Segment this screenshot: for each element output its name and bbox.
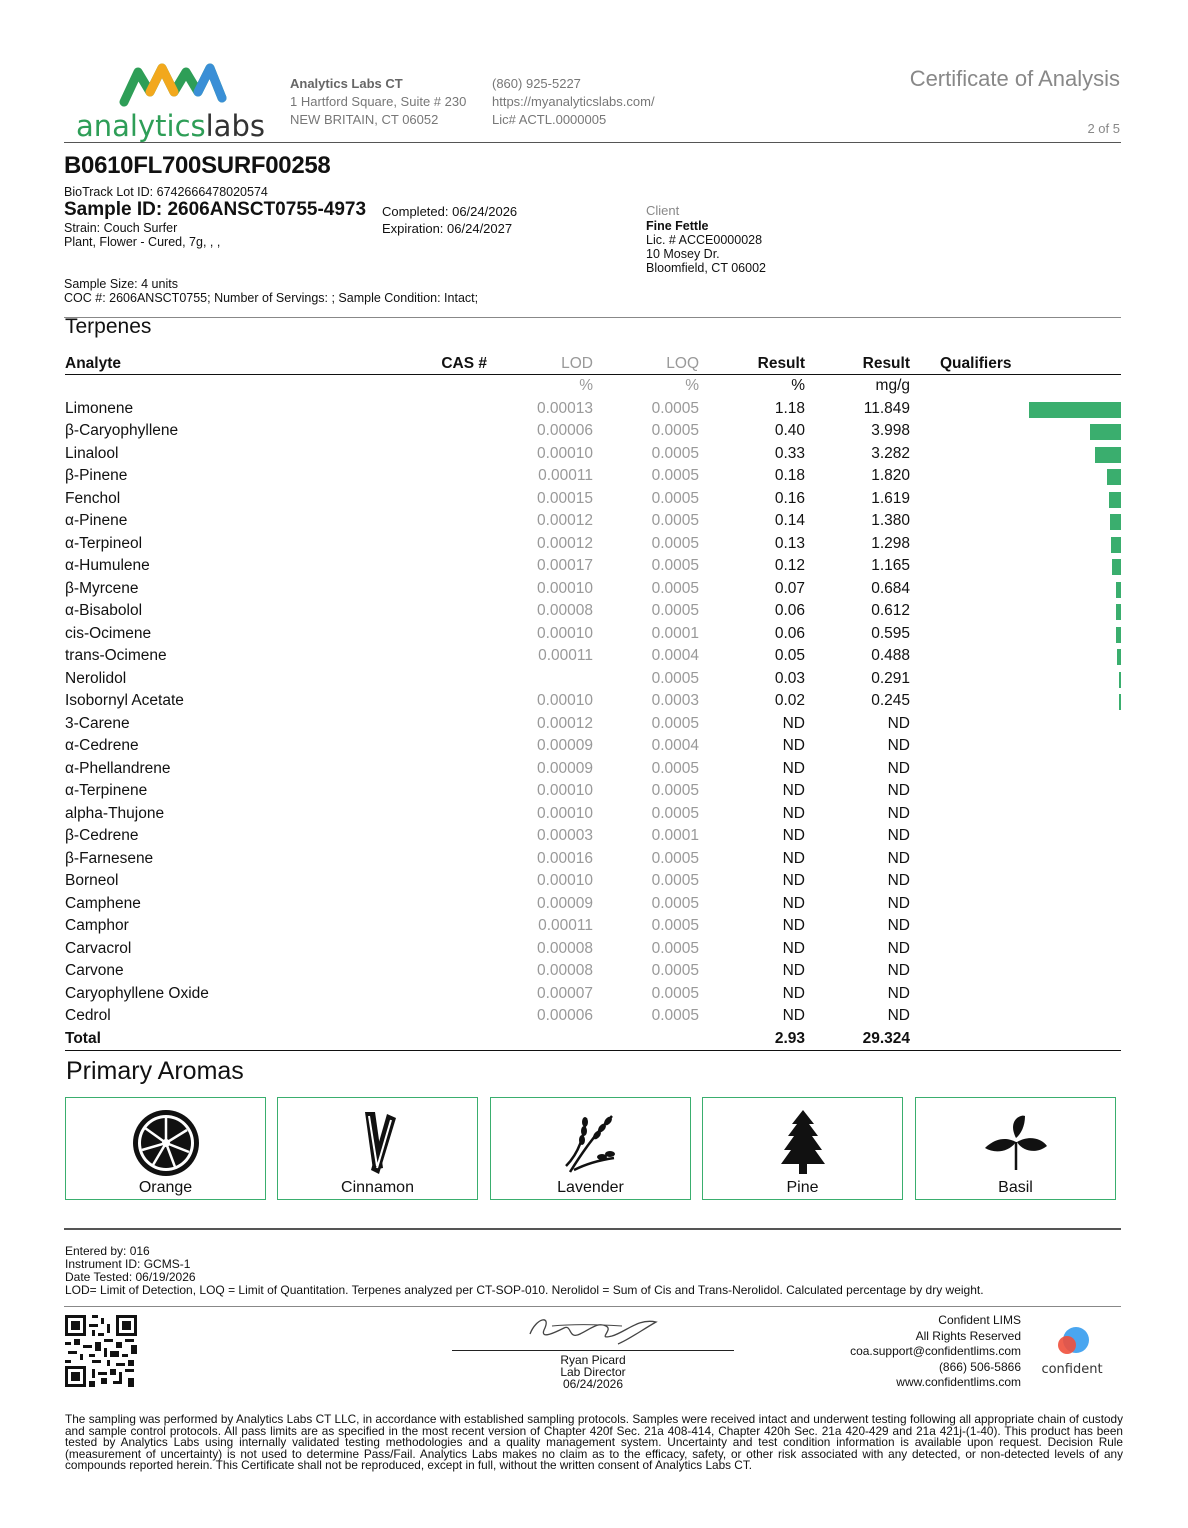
- analyte-name: α-Pinene: [65, 512, 128, 529]
- document-title: Certificate of Analysis: [909, 66, 1120, 91]
- units-row: [65, 375, 1121, 398]
- lod-value: 0.00013: [536, 399, 593, 417]
- batch-id: B0610FL700SURF00258: [64, 152, 331, 179]
- table-row: [65, 938, 1121, 961]
- table-row: [65, 735, 1121, 758]
- entered-by: Entered by: 016: [65, 1244, 150, 1258]
- table-row: [65, 555, 1121, 578]
- result-pct: ND: [782, 737, 805, 754]
- result-mg: 0.612: [871, 602, 910, 619]
- table-row: [65, 398, 1121, 421]
- signature-image: [522, 1310, 662, 1348]
- result-mg: 11.849: [863, 399, 910, 417]
- lod-value: 0.00015: [536, 489, 593, 507]
- result-pct: 0.06: [774, 602, 805, 619]
- analyte-name: α-Bisabolol: [65, 602, 143, 619]
- lod-value: 0.00010: [536, 804, 593, 822]
- lod-value: 0.00012: [536, 714, 593, 732]
- lod-value: 0.00008: [536, 962, 593, 979]
- table-row: [65, 600, 1121, 623]
- table-row: [65, 623, 1121, 646]
- result-mg: ND: [887, 1007, 910, 1024]
- svg-text:confident: confident: [1041, 1362, 1103, 1377]
- table-row: [65, 825, 1121, 848]
- table-row: [65, 420, 1121, 443]
- lab-address-2: NEW BRITAIN, CT 06052: [290, 112, 439, 127]
- client-address-2: Bloomfield, CT 06002: [646, 261, 766, 275]
- sample-dates: [382, 203, 517, 237]
- loq-value: 0.0005: [651, 489, 699, 507]
- aroma-name: Pine: [786, 1179, 819, 1196]
- result-pct: 0.40: [774, 422, 805, 439]
- table-row: [65, 1005, 1121, 1028]
- result-bar: [1116, 582, 1121, 598]
- lims-phone: (866) 506-5866: [938, 1359, 1021, 1374]
- result-bar: [1110, 514, 1121, 530]
- lims-name: Confident LIMS: [938, 1313, 1021, 1327]
- table-row: [65, 780, 1121, 803]
- terpenes-table: [65, 354, 1121, 1051]
- loq-value: 0.0005: [651, 602, 699, 619]
- completed-date: Completed: 06/24/2026: [382, 204, 518, 219]
- lod-value: 0.00017: [536, 557, 593, 574]
- total-pct: 2.93: [774, 1029, 805, 1047]
- loq-value: 0.0001: [651, 624, 699, 642]
- aroma-name: Orange: [138, 1179, 193, 1196]
- table-row: [65, 578, 1121, 601]
- lod-value: 0.00010: [536, 692, 593, 709]
- lod-value: 0.00010: [536, 624, 593, 642]
- total-mg: 29.324: [862, 1029, 910, 1047]
- analyte-name: α-Cedrene: [65, 737, 139, 754]
- result-pct: ND: [782, 782, 805, 799]
- analyte-name: cis-Ocimene: [65, 624, 152, 642]
- table-row: [65, 893, 1121, 916]
- result-pct: 0.05: [774, 647, 805, 664]
- total-label: Total: [65, 1029, 101, 1047]
- analyte-name: α-Phellandrene: [65, 759, 171, 777]
- unit-lod: %: [579, 377, 593, 394]
- loq-value: 0.0005: [651, 984, 699, 1002]
- result-mg: ND: [887, 782, 910, 799]
- client-license: Lic. # ACCE0000028: [646, 233, 763, 247]
- qr-code[interactable]: [65, 1315, 137, 1387]
- aromas-title: Primary Aromas: [66, 1057, 244, 1085]
- client-info: [646, 203, 766, 275]
- analyte-name: β-Caryophyllene: [65, 422, 179, 439]
- result-mg: ND: [887, 894, 910, 912]
- signer-name: Ryan Picard: [560, 1353, 626, 1367]
- lod-value: 0.00007: [536, 984, 593, 1002]
- analyte-name: Nerolidol: [65, 669, 127, 687]
- loq-value: 0.0005: [651, 512, 699, 529]
- result-mg: ND: [887, 827, 910, 844]
- result-pct: ND: [782, 939, 805, 957]
- lod-value: 0.00008: [536, 602, 593, 619]
- legend-note: LOD= Limit of Detection, LOQ = Limit of Quantitation. Terpenes analyzed per CT-SOP-010. Nerolidol = Sum of Cis and Trans-Nerolidol. Calculated percentage by dry weight.: [65, 1283, 984, 1297]
- result-mg: ND: [887, 984, 910, 1002]
- lab-address-1: 1 Hartford Square, Suite # 230: [290, 94, 467, 109]
- expiration-date: Expiration: 06/24/2027: [382, 221, 513, 236]
- result-pct: ND: [782, 1007, 805, 1024]
- col-qualifiers: Qualifiers: [940, 355, 1012, 372]
- result-mg: 3.282: [871, 444, 910, 462]
- result-mg: ND: [887, 737, 910, 754]
- table-row: [65, 960, 1121, 983]
- lod-value: 0.00008: [536, 939, 593, 957]
- table-row: [65, 803, 1121, 826]
- lod-value: 0.00016: [536, 849, 593, 867]
- analyte-name: Fenchol: [65, 489, 121, 507]
- loq-value: 0.0005: [651, 782, 699, 799]
- table-row: [65, 465, 1121, 488]
- loq-value: 0.0005: [651, 894, 699, 912]
- aroma-card: [915, 1097, 1116, 1200]
- result-bar: [1116, 604, 1121, 620]
- lod-value: 0.00010: [536, 444, 593, 462]
- result-mg: 1.820: [871, 467, 910, 484]
- table-row: [65, 983, 1121, 1006]
- col-cas: CAS #: [441, 355, 487, 372]
- aroma-card: [65, 1097, 266, 1200]
- result-mg: 1.380: [871, 512, 910, 529]
- loq-value: 0.0005: [651, 557, 699, 574]
- lod-value: 0.00006: [536, 422, 593, 439]
- analyte-name: Camphor: [65, 917, 129, 934]
- test-notes: [65, 1245, 984, 1297]
- lims-email[interactable]: coa.support@confidentlims.com: [850, 1344, 1021, 1358]
- result-pct: 0.33: [774, 444, 805, 462]
- result-pct: ND: [782, 804, 805, 822]
- analyte-name: α-Terpinene: [65, 782, 148, 799]
- lab-url[interactable]: https://myanalyticslabs.com/: [492, 94, 655, 109]
- lod-value: 0.00006: [536, 1007, 593, 1024]
- loq-value: 0.0005: [651, 962, 699, 979]
- result-bar: [1029, 402, 1121, 418]
- lod-value: 0.00010: [536, 579, 593, 597]
- confident-logo: [1038, 1325, 1106, 1379]
- result-pct: ND: [782, 962, 805, 979]
- result-pct: 0.12: [774, 557, 805, 574]
- result-pct: ND: [782, 714, 805, 732]
- result-bar: [1090, 424, 1121, 440]
- result-pct: ND: [782, 894, 805, 912]
- loq-value: 0.0005: [651, 579, 699, 597]
- result-pct: ND: [782, 917, 805, 934]
- result-mg: ND: [887, 804, 910, 822]
- result-pct: 0.07: [774, 579, 805, 597]
- result-pct: 0.02: [774, 692, 805, 709]
- lab-phone: (860) 925-5227: [492, 76, 581, 91]
- aroma-name: Lavender: [557, 1179, 624, 1196]
- analyte-name: Isobornyl Acetate: [65, 692, 184, 709]
- result-bar: [1119, 694, 1121, 710]
- aroma-name: Basil: [998, 1179, 1033, 1196]
- result-bar: [1112, 559, 1121, 575]
- analyte-name: Caryophyllene Oxide: [65, 984, 209, 1002]
- result-mg: 1.619: [871, 489, 910, 507]
- analyte-name: α-Terpineol: [65, 534, 143, 552]
- lod-value: 0.00012: [536, 512, 593, 529]
- client-address-1: 10 Mosey Dr.: [646, 247, 720, 261]
- analyte-name: trans-Ocimene: [65, 647, 167, 664]
- col-result-mg: Result: [862, 355, 910, 372]
- loq-value: 0.0005: [651, 399, 699, 417]
- analyte-name: β-Myrcene: [65, 579, 139, 597]
- result-mg: 0.291: [871, 669, 910, 687]
- lab-info: [290, 75, 466, 129]
- aroma-card: [277, 1097, 478, 1200]
- result-mg: ND: [887, 917, 910, 934]
- loq-value: 0.0005: [651, 872, 699, 889]
- loq-value: 0.0005: [651, 669, 699, 687]
- loq-value: 0.0005: [651, 534, 699, 552]
- terpenes-title: Terpenes: [65, 315, 152, 338]
- result-mg: 0.595: [871, 624, 910, 642]
- result-bar: [1117, 649, 1121, 665]
- table-row: [65, 668, 1121, 691]
- loq-value: 0.0005: [651, 422, 699, 439]
- loq-value: 0.0005: [651, 917, 699, 934]
- logo-wordmark: analyticslabs: [76, 109, 265, 143]
- table-row: [65, 443, 1121, 466]
- loq-value: 0.0005: [651, 849, 699, 867]
- loq-value: 0.0005: [651, 444, 699, 462]
- table-row: [65, 848, 1121, 871]
- result-pct: 0.18: [774, 467, 805, 484]
- loq-value: 0.0005: [651, 759, 699, 777]
- notes-divider: [64, 1306, 1121, 1307]
- analyte-name: Carvacrol: [65, 939, 132, 957]
- col-result-pct: Result: [757, 355, 805, 372]
- loq-value: 0.0005: [651, 804, 699, 822]
- lab-name: Analytics Labs CT: [290, 76, 403, 91]
- result-mg: 1.298: [871, 534, 910, 552]
- analyte-name: β-Farnesene: [65, 849, 154, 867]
- lims-info: [850, 1313, 1021, 1391]
- result-bar: [1119, 672, 1121, 688]
- loq-value: 0.0005: [651, 467, 699, 484]
- analyte-name: Cedrol: [65, 1007, 111, 1024]
- sample-info: [64, 185, 366, 249]
- loq-value: 0.0005: [651, 1007, 699, 1024]
- unit-loq: %: [685, 377, 699, 394]
- client-name: Fine Fettle: [646, 219, 709, 233]
- unit-result-mg: mg/g: [875, 377, 910, 394]
- analyte-name: Carvone: [65, 962, 124, 979]
- biotrack-lot-id: BioTrack Lot ID: 6742666478020574: [64, 185, 268, 199]
- sample-size-info: [64, 277, 478, 305]
- lab-license: Lic# ACTL.0000005: [492, 112, 607, 127]
- table-row: [65, 690, 1121, 713]
- result-mg: ND: [887, 714, 910, 732]
- loq-value: 0.0005: [651, 714, 699, 732]
- loq-value: 0.0005: [651, 939, 699, 957]
- result-pct: 0.06: [774, 624, 805, 642]
- result-mg: ND: [887, 872, 910, 889]
- analyte-name: β-Pinene: [65, 467, 128, 484]
- lod-value: 0.00009: [536, 759, 593, 777]
- result-mg: ND: [887, 849, 910, 867]
- lims-rights: All Rights Reserved: [915, 1328, 1021, 1343]
- unit-result-pct: %: [791, 377, 805, 394]
- lod-value: 0.00010: [536, 872, 593, 889]
- result-mg: 0.684: [871, 579, 910, 597]
- lod-value: 0.00012: [536, 534, 593, 552]
- client-label: Client: [646, 203, 680, 218]
- result-pct: ND: [782, 849, 805, 867]
- aroma-name: Cinnamon: [341, 1179, 414, 1196]
- analyte-name: Limonene: [65, 399, 134, 417]
- terpene-rows: [65, 398, 1121, 1028]
- instrument-id: Instrument ID: GCMS-1: [65, 1257, 191, 1271]
- loq-value: 0.0001: [651, 827, 699, 844]
- result-bar: [1095, 447, 1121, 463]
- disclaimer: The sampling was performed by Analytics Labs CT LLC, in accordance with established sampling protocols. Samples were received intact and underwent testing following all appropriate chain of custody and sample control protocols. All pass limits are as specified in the most recent version of Chapter 420f Sec. 21a 408-414, Chapter 420h Sec. 21a 420-429 and 21a 421j-(1-40). This product has been tested by Analytics Labs using internally validated testing methodologies and a quality management system. Uncertainty and test condition information is available upon request. Decision Rule (measurement of uncertainty) is not used to determine Pass/Fail. Analytics Labs makes no claim as to the efficacy, safety, or other risk associated with any detected, or non-detected levels of any compounds reported herein. This Certificate shall not be reproduced, except in full, without the written consent of Analytics Labs CT.: [65, 1412, 1123, 1472]
- header-divider: [64, 142, 1121, 143]
- result-mg: ND: [887, 962, 910, 979]
- analyte-name: Linalool: [65, 444, 119, 462]
- lod-value: 0.00009: [536, 737, 593, 754]
- analyte-name: alpha-Thujone: [65, 804, 165, 822]
- total-row: [65, 1028, 1121, 1052]
- lab-contact: [492, 75, 655, 129]
- result-mg: ND: [887, 759, 910, 777]
- result-pct: 0.16: [774, 489, 805, 507]
- analyte-name: Camphene: [65, 894, 141, 912]
- date-tested: Date Tested: 06/19/2026: [65, 1270, 196, 1284]
- result-mg: ND: [887, 939, 910, 957]
- sample-size: Sample Size: 4 units: [64, 277, 178, 291]
- loq-value: 0.0003: [651, 692, 699, 709]
- table-row: [65, 713, 1121, 736]
- coc-info: COC #: 2606ANSCT0755; Number of Servings: ; Sample Condition: Intact;: [64, 291, 479, 305]
- result-pct: ND: [782, 759, 805, 777]
- aroma-card: [702, 1097, 903, 1200]
- lod-value: 0.00010: [536, 782, 593, 799]
- analyte-name: β-Cedrene: [65, 827, 139, 844]
- result-mg: 3.998: [871, 422, 910, 439]
- result-bar: [1109, 492, 1121, 508]
- col-lod: LOD: [561, 355, 593, 372]
- loq-value: 0.0004: [651, 647, 699, 664]
- result-bar: [1111, 537, 1121, 553]
- result-pct: 0.13: [774, 534, 805, 552]
- lod-value: 0.00003: [536, 827, 593, 844]
- loq-value: 0.0004: [651, 737, 699, 754]
- signature-date: 06/24/2026: [562, 1377, 624, 1391]
- result-bar: [1107, 469, 1121, 485]
- result-bar: [1116, 627, 1121, 643]
- table-row: [65, 488, 1121, 511]
- table-row: [65, 915, 1121, 938]
- aroma-card: [490, 1097, 691, 1200]
- signer-title: Lab Director: [560, 1365, 626, 1379]
- table-row: [65, 510, 1121, 533]
- signature-line: [452, 1350, 734, 1351]
- lod-value: 0.00011: [538, 917, 593, 934]
- aroma-divider: [64, 1228, 1121, 1230]
- analyte-name: Borneol: [65, 872, 119, 889]
- result-pct: 1.18: [774, 399, 805, 417]
- table-row: [65, 870, 1121, 893]
- analyte-name: 3-Carene: [65, 714, 130, 732]
- col-analyte: Analyte: [65, 355, 121, 372]
- lod-value: 0.00011: [538, 467, 593, 484]
- result-mg: 1.165: [871, 557, 910, 574]
- table-row: [65, 758, 1121, 781]
- lod-value: 0.00011: [538, 647, 593, 664]
- table-header: [65, 354, 1121, 375]
- lod-value: 0.00009: [536, 894, 593, 912]
- table-row: [65, 645, 1121, 668]
- result-pct: ND: [782, 827, 805, 844]
- lims-url[interactable]: www.confidentlims.com: [896, 1375, 1021, 1389]
- matrix: Plant, Flower - Cured, 7g, , ,: [64, 235, 221, 249]
- analytics-labs-logo: [64, 62, 274, 144]
- col-loq: LOQ: [666, 355, 699, 372]
- sample-id: Sample ID: 2606ANSCT0755-4973: [64, 199, 367, 220]
- strain: Strain: Couch Surfer: [64, 221, 178, 235]
- result-mg: 0.245: [871, 692, 910, 709]
- analyte-name: α-Humulene: [65, 557, 150, 574]
- page-number: 2 of 5: [1087, 121, 1120, 136]
- result-pct: 0.14: [774, 512, 805, 529]
- section-divider: [64, 317, 1121, 318]
- table-row: [65, 533, 1121, 556]
- result-pct: ND: [782, 872, 805, 889]
- result-mg: 0.488: [871, 647, 910, 664]
- signer-info: [452, 1354, 734, 1390]
- result-pct: ND: [782, 984, 805, 1002]
- result-pct: 0.03: [774, 669, 805, 687]
